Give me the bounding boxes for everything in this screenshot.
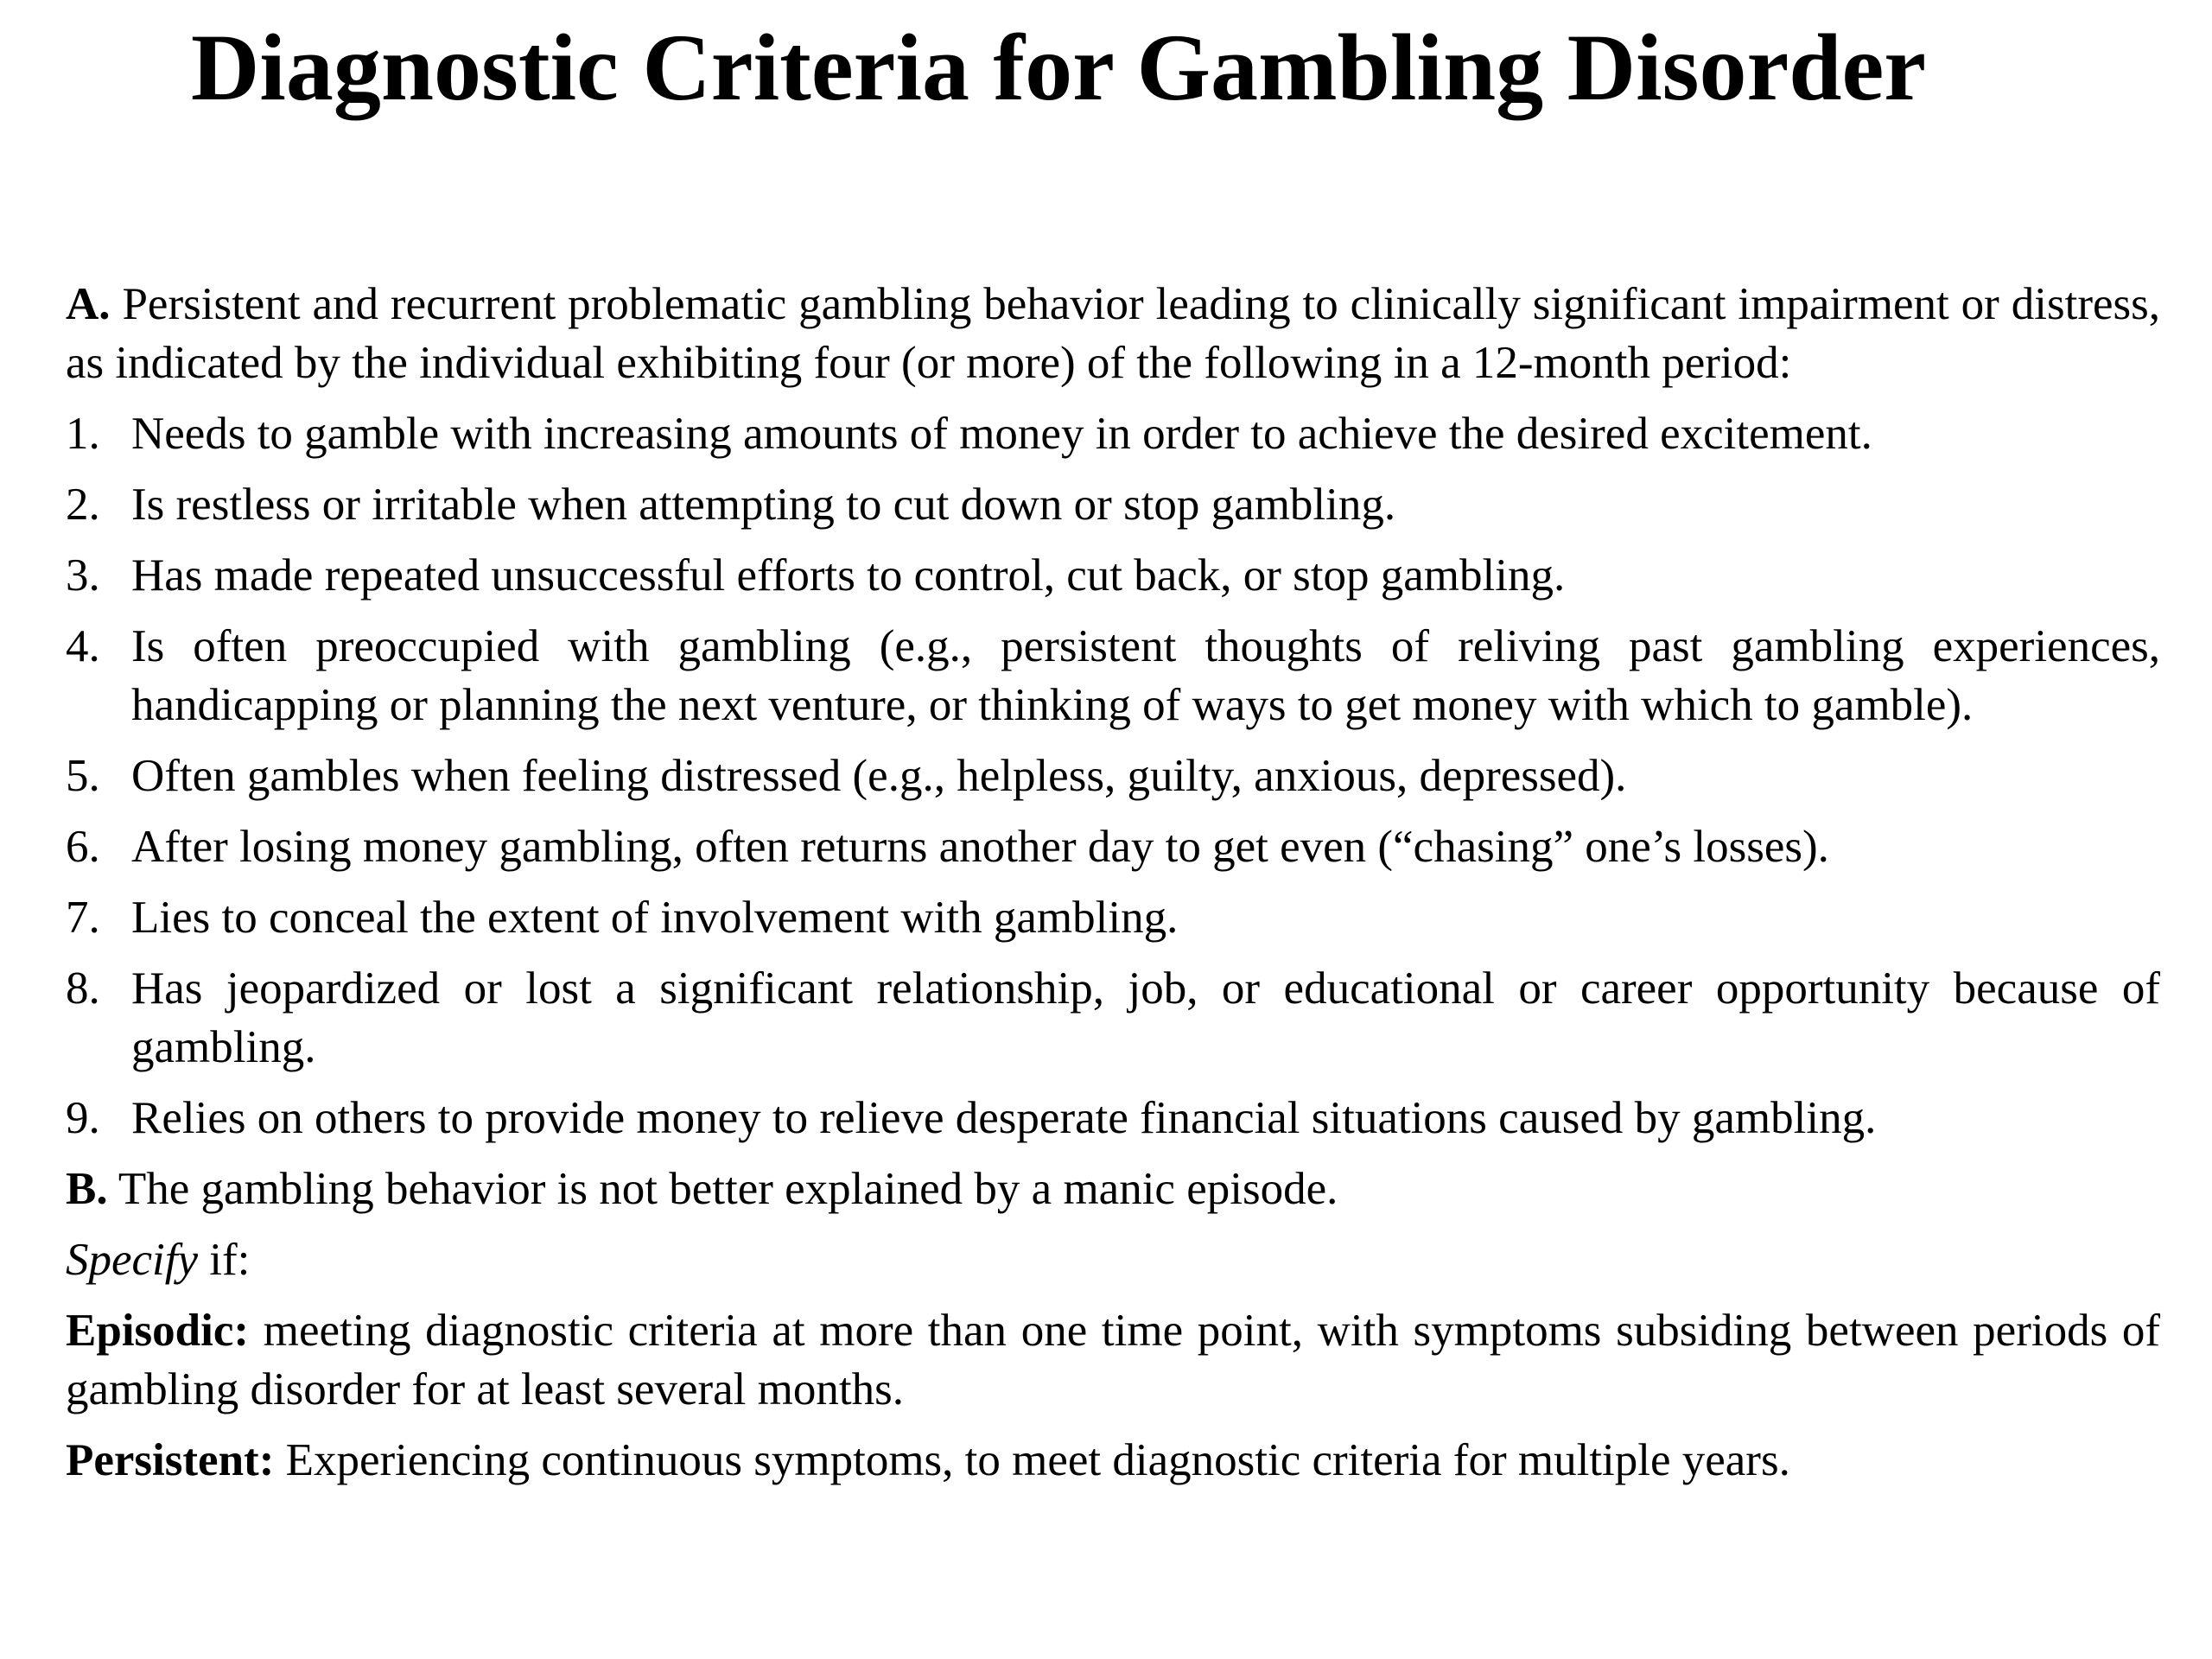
specify-italic: Specify	[66, 1235, 199, 1285]
criteria-item	[66, 888, 2160, 947]
criteria-item-number: 7.	[66, 893, 100, 943]
criteria-item-text: Relies on others to provide money to relieve desperate financial situations caused by gambling.	[131, 1093, 1877, 1143]
persistent-specifier	[66, 1431, 2160, 1490]
criterion-b-label: B.	[66, 1164, 108, 1214]
criteria-item-text: Has jeopardized or lost a significant relationship, job, or educational or career opportunity because of gambling.	[131, 963, 2160, 1072]
criteria-item	[66, 1089, 2160, 1147]
criteria-list	[66, 404, 2160, 1147]
criteria-item	[66, 959, 2160, 1077]
episodic-text: meeting diagnostic criteria at more than one time point, with symptoms subsiding between periods of gambling disorder for at least several months.	[66, 1306, 2161, 1414]
criteria-item-number: 6.	[66, 822, 100, 872]
criteria-item	[66, 404, 2160, 463]
criteria-item-text: Lies to conceal the extent of involvement with gambling.	[131, 893, 1179, 943]
criteria-item	[66, 617, 2160, 734]
criteria-item	[66, 546, 2160, 605]
criteria-item-number: 5.	[66, 751, 100, 801]
criteria-item-text: After losing money gambling, often returns another day to get even (“chasing” one’s losses).	[131, 822, 1829, 872]
criteria-item-text: Is often preoccupied with gambling (e.g., persistent thoughts of reliving past gambling experiences, handicapping or planning the next venture, or thinking of ways to get money with which to gamble).	[131, 621, 2160, 730]
criterion-a-label: A.	[66, 279, 111, 329]
criteria-item-text: Is restless or irritable when attempting to cut down or stop gambling.	[131, 480, 1396, 530]
page-title: Diagnostic Criteria for Gambling Disorder	[190, 15, 1927, 120]
criteria-item-number: 1.	[66, 409, 100, 459]
criterion-a-text: Persistent and recurrent problematic gambling behavior leading to clinically significant impairment or distress, as indicated by the individual exhibiting four (or more) of the following in a 12-month period:	[66, 279, 2160, 388]
episodic-specifier	[66, 1301, 2160, 1419]
specify-rest: if:	[198, 1235, 251, 1285]
criteria-item-number: 3.	[66, 550, 100, 601]
criteria-item	[66, 475, 2160, 534]
criteria-item-text: Has made repeated unsuccessful efforts to control, cut back, or stop gambling.	[131, 550, 1566, 601]
persistent-label: Persistent:	[66, 1435, 275, 1485]
criteria-item-text: Needs to gamble with increasing amounts of money in order to achieve the desired excitement.	[131, 409, 1872, 459]
criteria-item-number: 9.	[66, 1093, 100, 1143]
criteria-item-number: 4.	[66, 621, 100, 671]
criteria-item	[66, 747, 2160, 805]
criteria-body	[66, 275, 2160, 1502]
episodic-label: Episodic:	[66, 1306, 250, 1356]
criteria-item	[66, 817, 2160, 876]
criterion-b	[66, 1160, 2160, 1218]
specify-line	[66, 1230, 2160, 1289]
criteria-item-text: Often gambles when feeling distressed (e.g., helpless, guilty, anxious, depressed).	[131, 751, 1627, 801]
criterion-a	[66, 275, 2160, 392]
criterion-b-text: The gambling behavior is not better explained by a manic episode.	[118, 1164, 1338, 1214]
criteria-item-number: 2.	[66, 480, 100, 530]
criteria-item-number: 8.	[66, 963, 100, 1014]
persistent-text: Experiencing continuous symptoms, to meet diagnostic criteria for multiple years.	[285, 1435, 1790, 1485]
